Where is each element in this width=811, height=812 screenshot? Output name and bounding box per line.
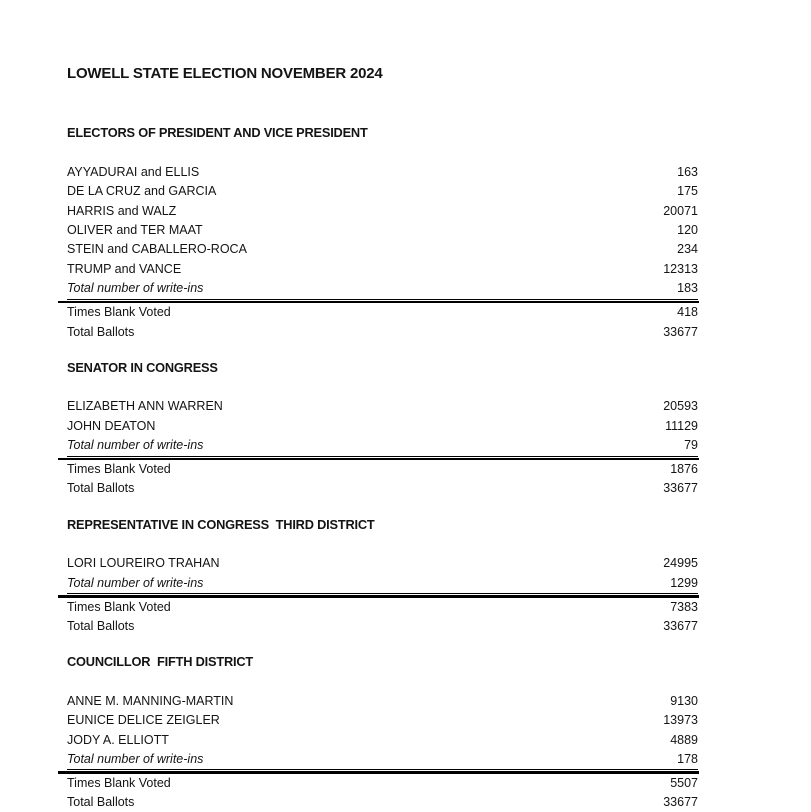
candidate-name: EUNICE DELICE ZEIGLER bbox=[67, 713, 220, 728]
candidate-votes: 11129 bbox=[665, 418, 698, 433]
candidate-rows bbox=[67, 554, 698, 594]
write-ins-count: 183 bbox=[677, 281, 698, 296]
candidate-row bbox=[67, 163, 698, 182]
times-blank-row bbox=[67, 303, 698, 322]
candidate-rows bbox=[67, 163, 698, 300]
write-ins-count: 178 bbox=[677, 752, 698, 767]
candidate-name: TRUMP and VANCE bbox=[67, 261, 182, 276]
times-blank-label: Times Blank Voted bbox=[67, 599, 171, 614]
total-ballots-label: Total Ballots bbox=[67, 795, 135, 810]
candidate-name: OLIVER and TER MAAT bbox=[67, 222, 203, 237]
race-section bbox=[67, 123, 698, 342]
write-ins-label: Total number of write-ins bbox=[67, 438, 204, 453]
write-ins-count: 79 bbox=[684, 438, 698, 453]
total-ballots-label: Total Ballots bbox=[67, 324, 135, 339]
candidate-name: HARRIS and WALZ bbox=[67, 203, 177, 218]
candidate-votes: 9130 bbox=[670, 693, 698, 708]
times-blank-row bbox=[67, 774, 698, 793]
times-blank-count: 5507 bbox=[670, 776, 698, 790]
total-ballots-label: Total Ballots bbox=[67, 619, 135, 634]
races bbox=[67, 123, 698, 812]
total-ballots-label: Total Ballots bbox=[67, 481, 135, 496]
candidate-name: STEIN and CABALLERO-ROCA bbox=[67, 242, 247, 257]
write-ins-row bbox=[67, 750, 698, 769]
candidate-row bbox=[67, 260, 698, 279]
race-title: COUNCILLOR FIFTH DISTRICT bbox=[67, 654, 254, 670]
total-ballots-count: 33677 bbox=[663, 324, 698, 339]
document-title: LOWELL STATE ELECTION NOVEMBER 2024 bbox=[67, 65, 383, 82]
candidate-name: AYYADURAI and ELLIS bbox=[67, 164, 200, 179]
candidate-votes: 175 bbox=[677, 184, 698, 199]
times-blank-count: 1876 bbox=[670, 462, 698, 477]
candidate-row bbox=[67, 731, 698, 750]
candidate-row bbox=[67, 692, 698, 711]
candidate-votes: 4889 bbox=[670, 732, 698, 747]
candidate-votes: 13973 bbox=[663, 713, 698, 728]
race-section bbox=[67, 652, 698, 812]
race-title: REPRESENTATIVE IN CONGRESS THIRD DISTRICT bbox=[67, 516, 375, 532]
candidate-name: ELIZABETH ANN WARREN bbox=[67, 399, 223, 414]
candidate-name: LORI LOUREIRO TRAHAN bbox=[67, 556, 220, 571]
candidate-row bbox=[67, 397, 698, 416]
times-blank-label: Times Blank Voted bbox=[67, 462, 171, 477]
write-ins-label: Total number of write-ins bbox=[67, 281, 204, 296]
write-ins-row bbox=[67, 574, 698, 593]
candidate-votes: 24995 bbox=[663, 556, 698, 571]
total-ballots-row bbox=[67, 323, 698, 342]
candidate-rows bbox=[67, 692, 698, 771]
candidate-name: ANNE M. MANNING-MARTIN bbox=[67, 693, 234, 708]
race-section bbox=[67, 358, 698, 499]
write-ins-label: Total number of write-ins bbox=[67, 752, 204, 767]
times-blank-label: Times Blank Voted bbox=[67, 305, 171, 320]
total-ballots-count: 33677 bbox=[663, 619, 698, 634]
candidate-votes: 20593 bbox=[663, 399, 698, 414]
candidate-votes: 120 bbox=[677, 222, 698, 237]
candidate-rows bbox=[67, 397, 698, 456]
candidate-votes: 12313 bbox=[663, 261, 698, 276]
candidate-row bbox=[67, 202, 698, 221]
times-blank-count: 7383 bbox=[670, 599, 698, 614]
race-title: ELECTORS OF PRESIDENT AND VICE PRESIDENT bbox=[67, 125, 368, 141]
candidate-row bbox=[67, 417, 698, 436]
candidate-name: DE LA CRUZ and GARCIA bbox=[67, 184, 217, 199]
times-blank-count: 418 bbox=[677, 305, 698, 320]
candidate-votes: 234 bbox=[677, 242, 698, 257]
times-blank-row bbox=[67, 598, 698, 617]
candidate-row bbox=[67, 554, 698, 573]
write-ins-label: Total number of write-ins bbox=[67, 575, 204, 590]
race-title: SENATOR IN CONGRESS bbox=[67, 359, 218, 375]
candidate-row bbox=[67, 240, 698, 259]
write-ins-count: 1299 bbox=[670, 575, 698, 590]
candidate-row bbox=[67, 711, 698, 730]
candidate-row bbox=[67, 182, 698, 201]
total-ballots-count: 33677 bbox=[663, 795, 698, 810]
race-section bbox=[67, 515, 698, 637]
total-ballots-row bbox=[67, 617, 698, 636]
write-ins-row bbox=[67, 436, 698, 455]
candidate-name: JODY A. ELLIOTT bbox=[67, 732, 169, 747]
candidate-votes: 20071 bbox=[663, 203, 698, 218]
candidate-name: JOHN DEATON bbox=[67, 418, 156, 433]
times-blank-label: Times Blank Voted bbox=[67, 776, 171, 790]
candidate-row bbox=[67, 221, 698, 240]
total-ballots-count: 33677 bbox=[663, 481, 698, 496]
total-ballots-row bbox=[67, 793, 698, 812]
candidate-votes: 163 bbox=[677, 164, 698, 179]
total-ballots-row bbox=[67, 479, 698, 498]
times-blank-row bbox=[67, 460, 698, 479]
write-ins-row bbox=[67, 279, 698, 298]
